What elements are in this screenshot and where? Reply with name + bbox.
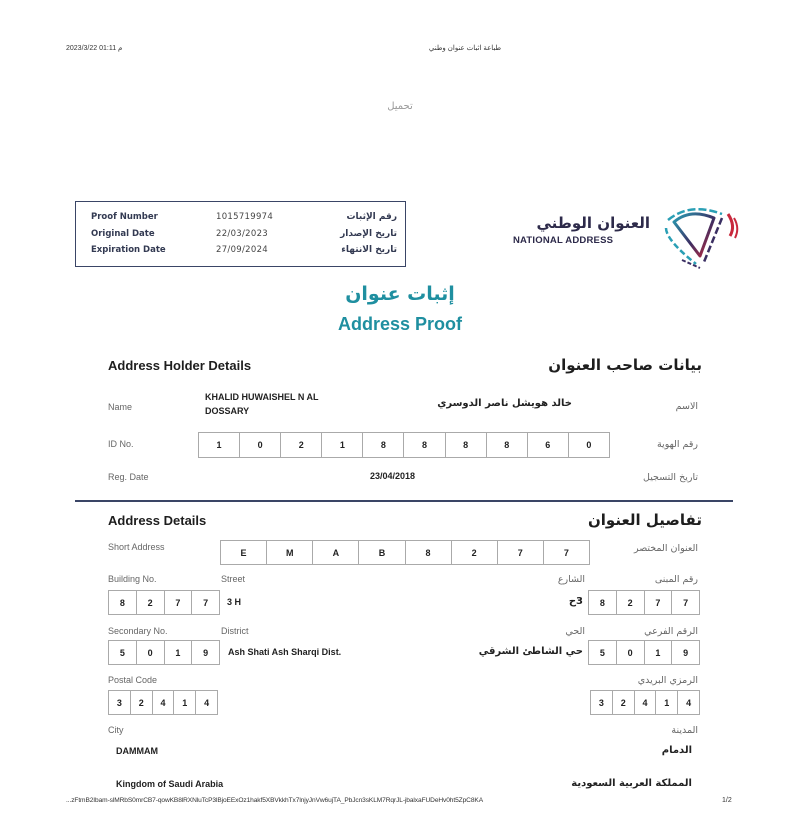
building-digit-cell: 7 (165, 591, 193, 614)
title-en: Address Proof (337, 314, 463, 334)
expiration-date-label: Expiration Date (91, 245, 166, 255)
id-number-cells (198, 432, 610, 458)
postal-code-cells-en (108, 690, 218, 715)
building-digit-cell: 2 (617, 591, 645, 614)
secondary-label-en: Secondary No. (108, 626, 168, 636)
city-value-ar: الدمام (661, 745, 692, 756)
building-digit-cell: 8 (589, 591, 617, 614)
city-value-en: DAMMAM (116, 746, 158, 756)
proof-number-row (91, 212, 397, 228)
logo-text-ar: العنوان الوطني (536, 214, 650, 232)
city-label-en: City (108, 725, 124, 735)
secondary-digit-cell: 0 (617, 641, 645, 664)
building-number-cells-en (108, 590, 220, 615)
holder-heading-en: Address Holder Details (108, 358, 252, 373)
holder-heading-ar: بيانات صاحب العنوان (548, 356, 702, 374)
street-value-en: 3 H (227, 597, 242, 607)
city-label-ar: المدينة (671, 725, 698, 736)
short-address-cell: 8 (406, 541, 452, 564)
building-digit-cell: 8 (109, 591, 137, 614)
reg-date-value: 23/04/2018 (370, 471, 416, 481)
print-title: طباعة اثبات عنوان وطني (428, 45, 502, 52)
name-label-ar: الاسم (675, 401, 698, 412)
proof-number-value: 1015719974 (216, 212, 274, 222)
name-ar-value: خالد هويشل ناصر الدوسري (437, 398, 572, 409)
proof-info-box (75, 201, 406, 267)
id-label-en: ID No. (108, 439, 134, 449)
title-ar: إثبات عنوان (345, 283, 455, 305)
reg-date-label-ar: تاريخ التسجيل (643, 472, 698, 483)
secondary-digit-cell: 1 (645, 641, 673, 664)
page-number: 1/2 (722, 797, 732, 804)
country-value-en: Kingdom of Saudi Arabia (116, 779, 224, 789)
print-timestamp: 2023/3/22 01:11 م (66, 45, 123, 52)
address-heading-ar: تفاصيل العنوان (587, 511, 702, 529)
street-label-ar: الشارع (557, 574, 585, 585)
secondary-label-ar: الرقم الفرعي (644, 626, 698, 637)
id-digit-cell: 8 (446, 433, 487, 457)
id-digit-cell: 1 (322, 433, 363, 457)
postal-digit-cell: 3 (591, 691, 613, 714)
secondary-number-cells-en (108, 640, 220, 665)
original-date-label: Original Date (91, 229, 155, 239)
short-address-cell: B (359, 541, 405, 564)
proof-number-label: Proof Number (91, 212, 158, 222)
building-digit-cell: 7 (645, 591, 673, 614)
short-address-cell: 7 (563, 547, 569, 558)
id-digit-cell: 0 (586, 440, 592, 450)
id-digit-cell: 8 (363, 433, 404, 457)
postal-digit-cell: 2 (613, 691, 635, 714)
street-label-en: Street (221, 574, 246, 584)
address-heading-en: Address Details (108, 513, 207, 528)
building-label-en: Building No. (108, 574, 157, 584)
secondary-digit-cell: 9 (203, 647, 209, 658)
id-digit-cell: 0 (240, 433, 281, 457)
proof-number-label-ar: رقم الإثبات (346, 212, 397, 222)
download-label[interactable]: تحميل (387, 101, 413, 112)
postal-label-en: Postal Code (108, 675, 158, 685)
secondary-digit-cell: 5 (109, 641, 137, 664)
postal-digit-cell: 4 (686, 697, 692, 708)
original-date-row (91, 229, 397, 245)
district-label-ar: الحي (565, 626, 585, 637)
street-value-ar: 3ح (568, 596, 583, 607)
download-link[interactable] (0, 101, 800, 112)
id-digit-cell: 2 (281, 433, 322, 457)
postal-label-ar: الرمزي البريدي (637, 675, 698, 686)
short-address-cells (220, 540, 590, 565)
expiration-date-value: 27/09/2024 (216, 245, 268, 255)
short-address-cell: A (313, 541, 359, 564)
short-address-label-ar: العنوان المختصر (633, 543, 698, 554)
building-number-cells-ar (588, 590, 700, 615)
name-en-line2: DOSSARY (205, 406, 250, 416)
postal-digit-cell: 2 (131, 691, 153, 714)
expiration-date-label-ar: تاريخ الانتهاء (341, 245, 397, 255)
postal-digit-cell: 4 (635, 691, 657, 714)
logo-text-en: NATIONAL ADDRESS (513, 235, 614, 246)
id-label-ar: رقم الهوية (656, 439, 698, 450)
building-label-ar: رقم المبنى (654, 574, 698, 585)
building-digit-cell: 7 (683, 597, 689, 608)
postal-code-cells-ar (590, 690, 700, 715)
original-date-label-ar: تاريخ الإصدار (340, 229, 397, 239)
id-digit-cell: 1 (199, 433, 240, 457)
original-date-value: 22/03/2023 (216, 229, 268, 239)
id-digit-cell: 8 (404, 433, 445, 457)
postal-digit-cell: 4 (153, 691, 175, 714)
district-value-en: Ash Shati Ash Sharqi Dist. (228, 647, 342, 657)
postal-digit-cell: 1 (174, 691, 196, 714)
postal-digit-cell: 4 (204, 697, 210, 708)
section-divider (75, 500, 733, 502)
short-address-cell: 7 (498, 541, 544, 564)
short-address-cell: M (267, 541, 313, 564)
building-digit-cell: 2 (137, 591, 165, 614)
national-address-logo-icon (660, 200, 740, 270)
id-digit-cell: 6 (528, 433, 569, 457)
secondary-digit-cell: 1 (165, 641, 193, 664)
reg-date-label-en: Reg. Date (108, 472, 149, 482)
district-label-en: District (221, 626, 249, 636)
secondary-digit-cell: 9 (683, 647, 689, 658)
secondary-digit-cell: 0 (137, 641, 165, 664)
id-digit-cell: 8 (487, 433, 528, 457)
name-label-en: Name (108, 402, 133, 412)
district-value-ar: حي الشاطئ الشرقي (478, 646, 583, 657)
short-address-cell: E (221, 541, 267, 564)
short-address-label-en: Short Address (108, 542, 165, 552)
postal-digit-cell: 1 (656, 691, 678, 714)
secondary-digit-cell: 5 (589, 641, 617, 664)
footer-url: ...zFtmB2Ibam-slMRbS0mrCB7-qowKB8lRXNluTcP3lBjoEExOz1hakf5XBVkkhTx7lnjyJnVw6ujTA_PbJcn3sKLM7RqrJL-jbalxaFUDeHv0ht5ZpC8KA (66, 797, 483, 804)
postal-digit-cell: 3 (109, 691, 131, 714)
secondary-number-cells-ar (588, 640, 700, 665)
expiration-date-row (91, 245, 397, 261)
country-value-ar: المملكة العربية السعودية (571, 778, 692, 789)
name-en-line1: KHALID HUWAISHEL N AL (205, 392, 319, 402)
short-address-cell: 2 (452, 541, 498, 564)
building-digit-cell: 7 (203, 597, 209, 608)
